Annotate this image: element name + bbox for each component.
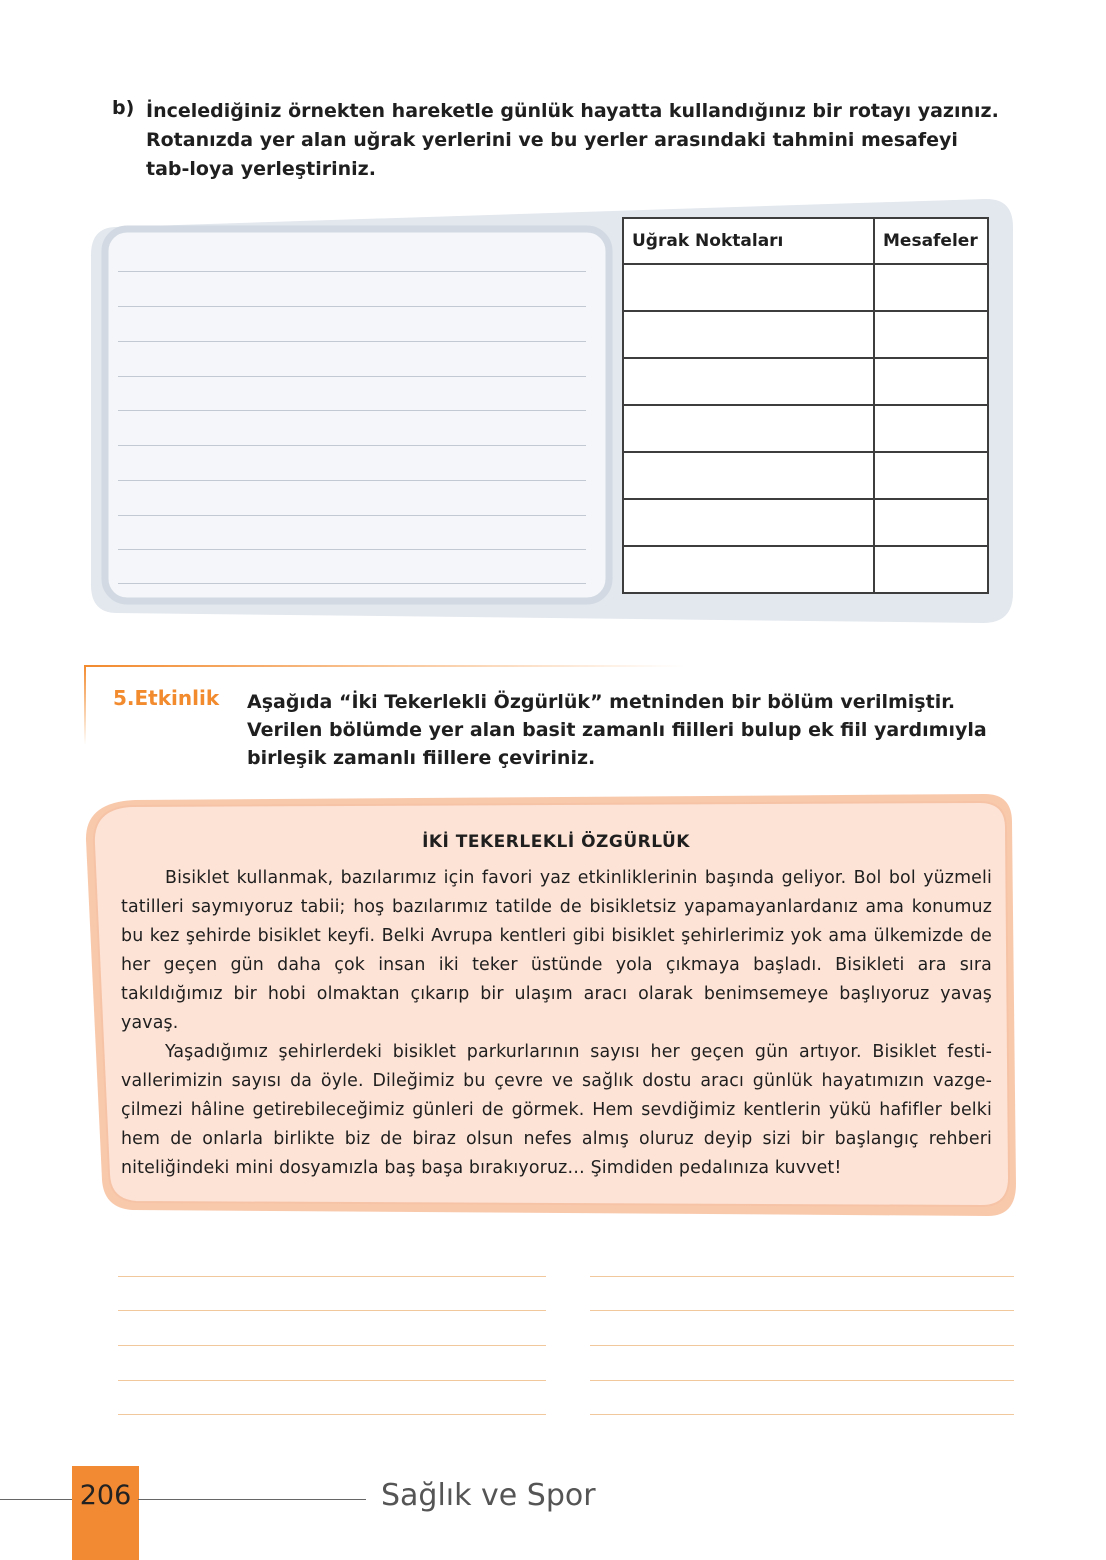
writing-line[interactable]	[118, 341, 586, 342]
table-row	[623, 358, 988, 405]
table-row	[623, 452, 988, 499]
section-title: Sağlık ve Spor	[381, 1478, 596, 1513]
distance-cell[interactable]	[874, 311, 988, 358]
table-row	[623, 311, 988, 358]
writing-line[interactable]	[118, 445, 586, 446]
activity-instruction: Aşağıda “İki Tekerlekli Özgürlük” metninden bir bölüm verilmiştir. Verilen bölümde yer alan basit zamanlı fiilleri bulup ek fiil yardımıyla birleşik zamanlı fiillere çeviriniz.	[247, 691, 987, 769]
table-row	[623, 546, 988, 593]
distance-cell[interactable]	[874, 499, 988, 546]
reading-paragraph: Yaşadığımız şehirlerdeki bisiklet parkurlarının sayısı her geçen gün artıyor. Bisiklet festi-vallerimizin sayısı da öyle. Dileğimiz bu çevre ve sağlık dostu aracı günlük hayatımızın vazge-çilmezi hâline getirebileceğimiz günleri de görmek. Hem sevdiğimiz kentlerin yükü hafifler belki hem de onlarla birlikte biz de biraz olsun nefes almış oluruz deyip sizi bir başlangıç rehberi niteliğindeki mini dosyamızla baş başa bırakıyoruz… Şimdiden pedalınıza kuvvet!	[121, 1042, 992, 1178]
question-b-label: b)	[112, 97, 135, 119]
writing-line[interactable]	[118, 515, 586, 516]
table-row	[623, 405, 988, 452]
answer-line[interactable]	[590, 1345, 1014, 1346]
answer-line[interactable]	[590, 1380, 1014, 1381]
table-row	[623, 499, 988, 546]
answer-line[interactable]	[118, 1345, 546, 1346]
writing-line[interactable]	[118, 549, 586, 550]
writing-line[interactable]	[118, 376, 586, 377]
distance-cell[interactable]	[874, 358, 988, 405]
stop-cell[interactable]	[623, 452, 874, 499]
answer-line[interactable]	[118, 1276, 546, 1277]
distance-cell[interactable]	[874, 546, 988, 593]
answer-line[interactable]	[590, 1414, 1014, 1415]
header-stops: Uğrak Noktaları	[623, 218, 874, 264]
answer-line[interactable]	[118, 1414, 546, 1415]
writing-line[interactable]	[118, 583, 586, 584]
stop-cell[interactable]	[623, 264, 874, 311]
reading-body	[121, 864, 992, 1183]
stop-cell[interactable]	[623, 405, 874, 452]
stop-cell[interactable]	[623, 499, 874, 546]
distance-cell[interactable]	[874, 452, 988, 499]
answer-line[interactable]	[590, 1310, 1014, 1311]
writing-line[interactable]	[118, 480, 586, 481]
answer-line[interactable]	[118, 1380, 546, 1381]
footer-rule	[0, 1499, 74, 1500]
page-number: 206	[79, 1480, 132, 1511]
writing-line[interactable]	[118, 410, 586, 411]
reading-paragraph: Bisiklet kullanmak, bazılarımız için favori yaz etkinliklerinin başında geliyor. Bol bol yüzmeli tatilleri saymıyoruz tabii; hoş bazılarımız tatilde de bisikletsiz yapamayanlardanız ama konumuz bu kez şehirde bisiklet keyfi. Belki Avrupa kentleri gibi bisiklet şehirlerimiz yok ama ülkemizde de her geçen gün daha çok insan iki teker üstünde yola çıkmaya başladı. Bisikleti ara sıra takıldığımız bir hobi olmaktan çıkarıp bir ulaşım aracı olarak benimsemeye başlıyoruz yavaş yavaş.	[121, 868, 992, 1033]
writing-line[interactable]	[118, 271, 586, 272]
stop-cell[interactable]	[623, 311, 874, 358]
table-header-row	[623, 218, 988, 264]
header-distances: Mesafeler	[874, 218, 988, 264]
question-b-text: İncelediğiniz örnekten hareketle günlük hayatta kullandığınız bir rotayı yazınız. Rotanızda yer alan uğrak yerlerini ve bu yerler arasındaki tahmini mesafeyi tab-loya yerleştiriniz.	[146, 100, 999, 180]
activity-label: 5.Etkinlik	[113, 686, 220, 710]
stop-cell[interactable]	[623, 358, 874, 405]
answer-line[interactable]	[590, 1276, 1014, 1277]
footer-rule	[138, 1499, 366, 1500]
stop-cell[interactable]	[623, 546, 874, 593]
answer-line[interactable]	[118, 1310, 546, 1311]
distance-cell[interactable]	[874, 405, 988, 452]
route-table	[622, 217, 989, 594]
table-row	[623, 264, 988, 311]
reading-title: İKİ TEKERLEKLİ ÖZGÜRLÜK	[422, 832, 690, 852]
writing-line[interactable]	[118, 306, 586, 307]
distance-cell[interactable]	[874, 264, 988, 311]
